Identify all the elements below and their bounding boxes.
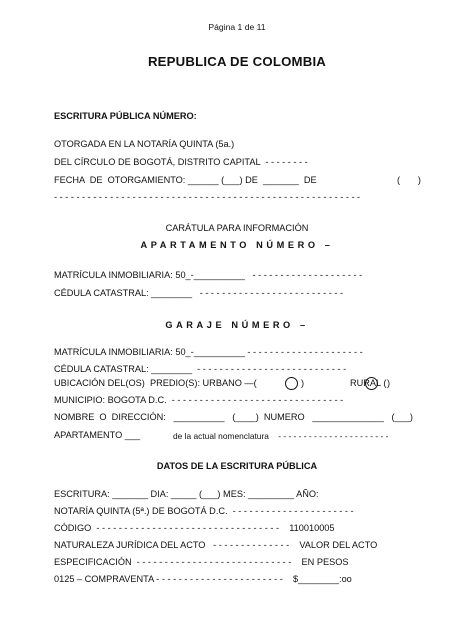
rural-close-paren: ) <box>387 378 391 388</box>
apartamento-cedula-line: CÉDULA CATASTRAL: ________ - - - - - - - - - - - - - - - - - - - - - - - - - - <box>54 288 344 298</box>
codigo-line: CÓDIGO - - - - - - - - - - - - - - - - - - - - - - - - - - - - - - - - - 110010005 <box>54 523 335 533</box>
nomenclatura-line: de la actual nomenclatura - - - - - - - - - - - - - - - - - - - - - - <box>173 431 389 441</box>
datos-escritura-heading: DATOS DE LA ESCRITURA PÚBLICA <box>156 461 318 471</box>
apartamento-matricula-line: MATRÍCULA INMOBILIARIA: 50_-__________ - - - - - - - - - - - - - - - - - - - - <box>54 270 363 280</box>
dash-separator: - - - - - - - - - - - - - - - - - - - - - - - - - - - - - - - - - - - - - - - - - - - - - - - - - - - - - - - <box>54 192 361 202</box>
fecha-otorgamiento-line: FECHA DE OTORGAMIENTO: ______ (___) DE _______ DE <box>54 175 317 185</box>
compraventa-line: 0125 – COMPRAVENTA - - - - - - - - - - - - - - - - - - - - - - - $________:oo <box>54 574 352 584</box>
urbano-radio-circle[interactable] <box>285 377 298 390</box>
notaria-line: NOTARÍA QUINTA (5ª.) DE BOGOTÁ D.C. - - - - - - - - - - - - - - - - - - - - - - <box>54 506 354 516</box>
otorgada-line: OTORGADA EN LA NOTARÍA QUINTA (5a.) <box>54 139 235 149</box>
apartamento-heading: APARTAMENTO NÚMERO – <box>140 240 334 250</box>
rural-radio-circle[interactable] <box>365 377 378 390</box>
escritura-numero-label: ESCRITURA PÚBLICA NÚMERO: <box>54 111 197 121</box>
apartamento-line: APARTAMENTO ___ <box>54 430 141 440</box>
caratula-heading: CARÁTULA PARA INFORMACIÓN <box>165 223 309 233</box>
especificacion-line: ESPECIFICACIÓN - - - - - - - - - - - - - - - - - - - - - - - - - - - - EN PESOS <box>54 557 349 567</box>
garaje-heading: GARAJE NÚMERO – <box>165 320 309 330</box>
garaje-matricula-line: MATRÍCULA INMOBILIARIA: 50_-__________ - - - - - - - - - - - - - - - - - - - - - <box>54 347 363 357</box>
escritura-line: ESCRITURA: _______ DIA: _____ (___) MES: _________ AÑO: <box>54 489 319 499</box>
urbano-close-paren: ) <box>301 378 305 388</box>
naturaleza-line: NATURALEZA JURÍDICA DEL ACTO - - - - - - - - - - - - - - VALOR DEL ACTO <box>54 540 378 550</box>
garaje-cedula-line: CÉDULA CATASTRAL: ________ - - - - - - - - - - - - - - - - - - - - - - - - - - - <box>54 364 347 374</box>
fecha-paren: ( ) <box>397 175 421 185</box>
nombre-direccion-line: NOMBRE O DIRECCIÓN: __________ (____) NUMERO ______________ (___) <box>54 412 413 422</box>
rural-label: RURAL ( <box>350 378 387 388</box>
page-number: Página 1 de 11 <box>208 22 266 32</box>
document-title: REPUBLICA DE COLOMBIA <box>147 54 327 69</box>
municipio-line: MUNICIPIO: BOGOTA D.C. - - - - - - - - - - - - - - - - - - - - - - - - - - - - - - - <box>54 395 344 405</box>
circulo-line: DEL CÍRCULO DE BOGOTÁ, DISTRITO CAPITAL - - - - - - - - <box>54 157 308 167</box>
ubicacion-line: UBICACIÓN DEL(OS) PREDIO(S): URBANO —( <box>54 378 257 388</box>
